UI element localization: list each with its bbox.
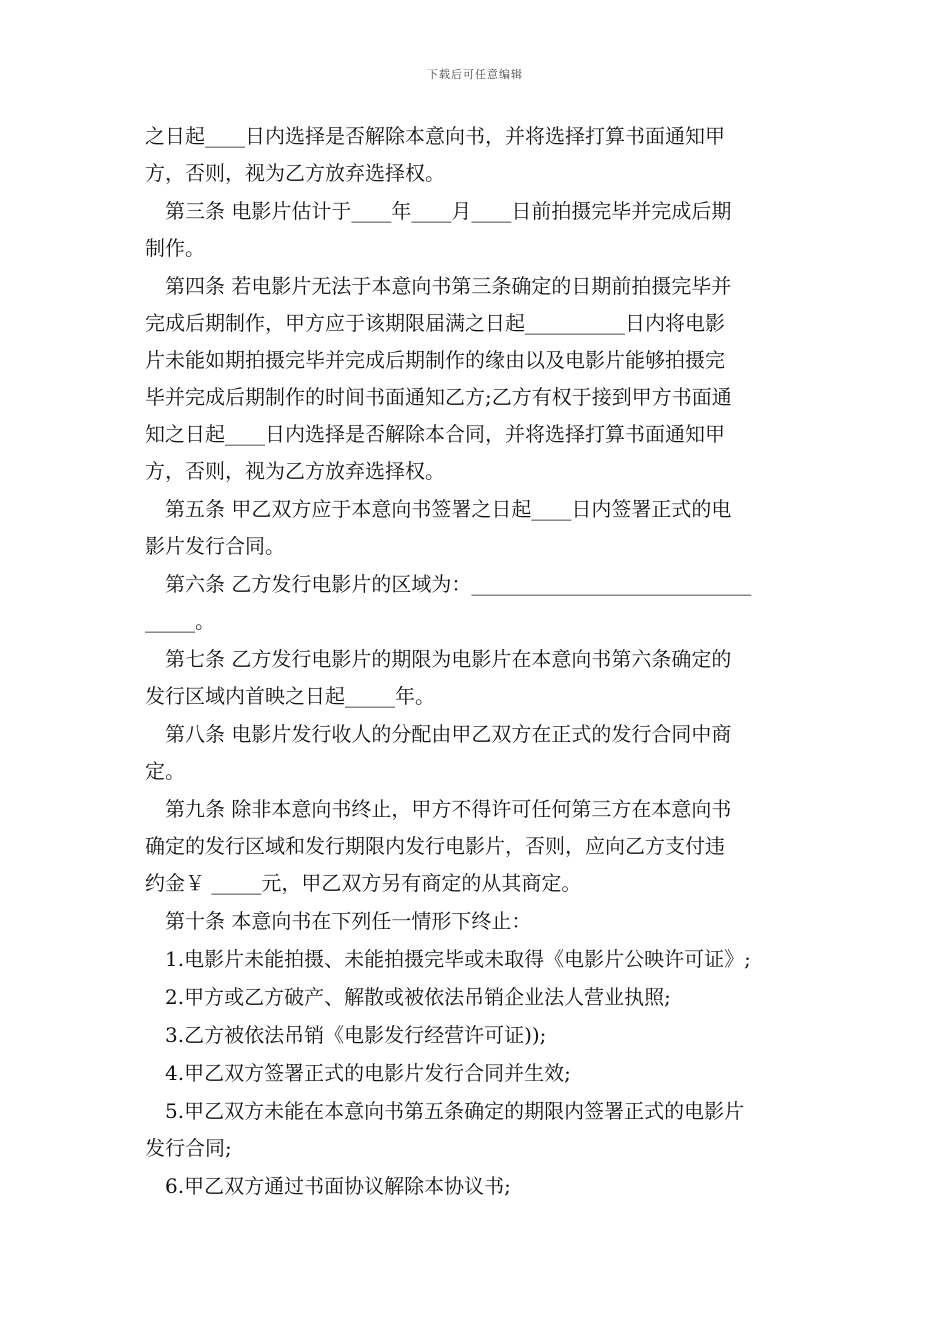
paragraph — [145, 941, 815, 978]
page-header: 下载后可任意编辑 — [427, 68, 523, 81]
text-line: 约金￥ _____元，甲乙双方另有商定的从其商定。 — [145, 871, 582, 895]
text-line: 毕并完成后期制作的时间书面通知乙方;乙方有权于接到甲方书面通 — [145, 385, 732, 409]
text-line: 3.乙方被依法吊销《电影发行经营许可证)); — [145, 1023, 547, 1047]
text-line: 4.甲乙双方签署正式的电影片发行合同并生效; — [145, 1061, 571, 1085]
text-line: 完成后期制作，甲方应于该期限届满之日起__________日内将电影 — [145, 311, 725, 335]
text-line: 定。 — [145, 759, 185, 783]
text-line: 发行区域内首映之日起_____年。 — [145, 684, 435, 708]
text-line: 方，否则，视为乙方放弃选择权。 — [145, 459, 445, 483]
text-line: 5.甲乙双方未能在本意向书第五条确定的期限内签署正式的电影片 — [145, 1099, 745, 1123]
text-line: 第六条 乙方发行电影片的区域为：____________________________ — [145, 572, 752, 596]
text-line: 第八条 电影片发行收人的分配由甲乙双方在正式的发行合同中商 — [145, 722, 732, 746]
text-line: 第四条 若电影片无法于本意向书第三条确定的日期前拍摄完毕并 — [145, 274, 732, 298]
text-line: 影片发行合同。 — [145, 534, 285, 558]
paragraph — [145, 1017, 815, 1054]
paragraph — [145, 268, 815, 490]
text-line: _____。 — [145, 609, 215, 633]
text-line: 方，否则，视为乙方放弃选择权。 — [145, 161, 445, 185]
paragraph — [145, 979, 815, 1016]
text-line: 制作。 — [145, 236, 205, 260]
text-line: 第七条 乙方发行电影片的期限为电影片在本意向书第六条确定的 — [145, 647, 732, 671]
paragraph — [145, 641, 815, 715]
paragraph — [145, 566, 815, 640]
text-line: 片未能如期拍摄完毕并完成后期制作的缘由以及电影片能够拍摄完 — [145, 348, 725, 372]
text-line: 2.甲方或乙方破产、解散或被依法吊销企业法人营业执照; — [145, 985, 671, 1009]
paragraph — [145, 1168, 815, 1205]
document-body — [145, 118, 815, 1206]
text-line: 第九条 除非本意向书终止，甲方不得许可任何第三方在本意向书 — [145, 797, 732, 821]
text-line: 知之日起____日内选择是否解除本合同，并将选择打算书面通知甲 — [145, 422, 725, 446]
text-line: 发行合同; — [145, 1136, 232, 1160]
paragraph — [145, 193, 815, 267]
text-line: 6.甲乙双方通过书面协议解除本协议书; — [145, 1174, 511, 1198]
paragraph — [145, 903, 815, 940]
paragraph — [145, 491, 815, 565]
paragraph — [145, 1055, 815, 1092]
text-line: 1.电影片未能拍摄、未能拍摄完毕或未取得《电影片公映许可证》; — [145, 947, 751, 971]
text-line: 之日起____日内选择是否解除本意向书，并将选择打算书面通知甲 — [145, 124, 725, 148]
paragraph — [145, 118, 815, 192]
text-line: 确定的发行区域和发行期限内发行电影片，否则，应向乙方支付违 — [145, 834, 725, 858]
text-line: 第十条 本意向书在下列任一情形下终止： — [145, 909, 532, 933]
paragraph — [145, 1093, 815, 1167]
paragraph — [145, 716, 815, 790]
text-line: 第五条 甲乙双方应于本意向书签署之日起____日内签署正式的电 — [145, 497, 732, 521]
text-line: 第三条 电影片估计于____年____月____日前拍摄完毕并完成后期 — [145, 199, 732, 223]
paragraph — [145, 791, 815, 902]
